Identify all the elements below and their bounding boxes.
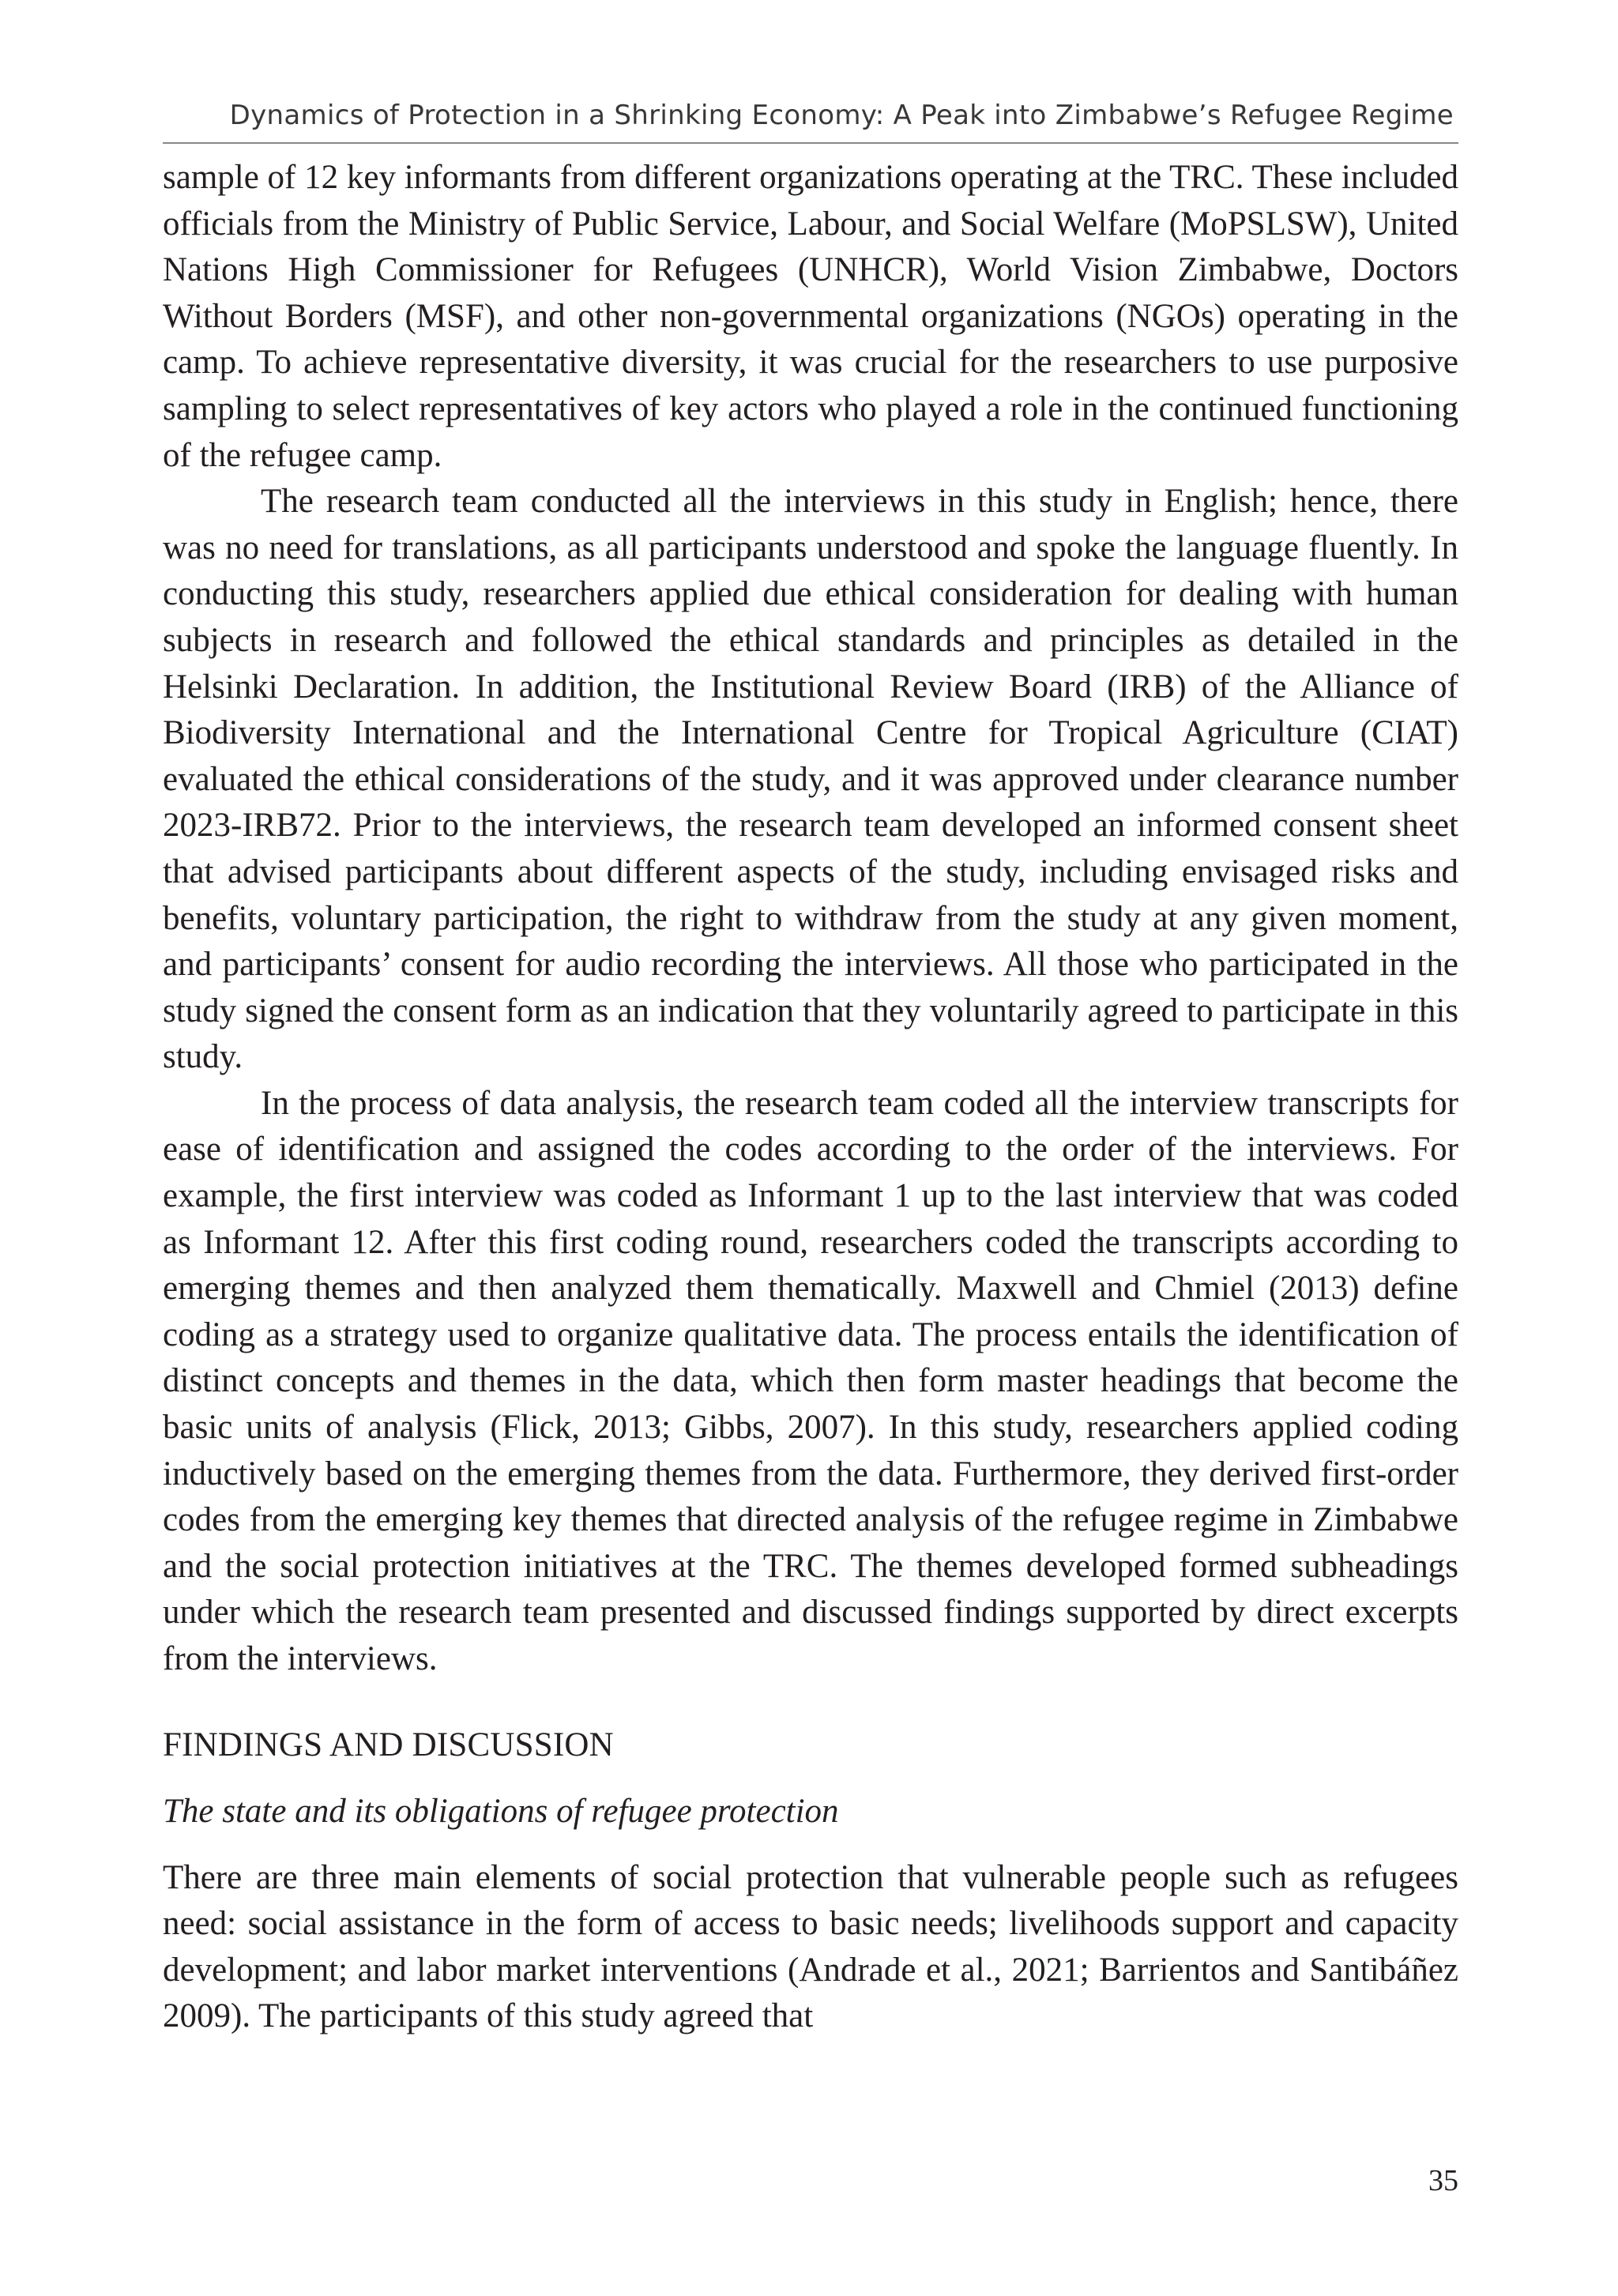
body-text: [163, 155, 1458, 2040]
running-header: Dynamics of Protection in a Shrinking Economy: A Peak into Zimbabwe’s Refugee Regime: [229, 100, 1454, 131]
paragraph-data-analysis: In the process of data analysis, the research team coded all the interview transcripts for ease of identification and assigned the codes according to the order of the interviews. For example, the first interview was coded as Informant 1 up to the last interview that was coded as Informant 12. After this first coding round, researchers coded the transcripts according to emerging themes and then analyzed them thematically. Maxwell and Chmiel (2013) define coding as a strategy used to organize qualitative data. The process entails the identification of distinct concepts and themes in the data, which then form master headings that become the basic units of analysis (Flick, 2013; Gibbs, 2007). In this study, researchers applied coding inductively based on the emerging themes from the data. Furthermore, they derived first-order codes from the emerging key themes that directed analysis of the refugee regime in Zimbabwe and the social protection initiatives at the TRC. The themes developed formed subheadings under which the research team presented and discussed findings supported by direct excerpts from the interviews.: [163, 1084, 1458, 1677]
paragraph-ethics: The research team conducted all the interviews in this study in English; hence, there was no need for translations, as all participants understood and spoke the language fluently. In conducting this study, researchers applied due ethical consideration for dealing with human subjects in research and followed the ethical standards and principles as detailed in the Helsinki Declaration. In addition, the Institutional Review Board (IRB) of the Alliance of Biodiversity International and the International Centre for Tropical Agriculture (CIAT) evaluated the ethical considerations of the study, and it was approved under clearance number 2023-IRB72. Prior to the interviews, the research team developed an informed consent sheet that advised participants about different aspects of the study, including envisaged risks and benefits, voluntary participation, the right to withdraw from the study at any given moment, and participants’ consent for audio recording the interviews. All those who participated in the study signed the consent form as an indication that they voluntarily agreed to participate in this study.: [163, 483, 1458, 1076]
header-divider: [163, 142, 1458, 144]
section-heading: FINDINGS AND DISCUSSION: [163, 1726, 614, 1763]
paragraph-sampling: sample of 12 key informants from different organizations operating at the TRC. These included officials from the Ministry of Public Service, Labour, and Social Welfare (MoPSLSW), United Nations High Commissioner for Refugees (UNHCR), World Vision Zimbabwe, Doctors Without Borders (MSF), and other non-governmental organizations (NGOs) operating in the camp. To achieve representative diversity, it was crucial for the researchers to use purposive sampling to select representatives of key actors who played a role in the continued functioning of the refugee camp.: [163, 159, 1458, 474]
subsection-heading: The state and its obligations of refugee protection: [163, 1792, 839, 1830]
paragraph-social-protection: There are three main elements of social protection that vulnerable people such as refugees need: social assistance in the form of access to basic needs; livelihoods support and capacity development; and labor market interventions (Andrade et al., 2021; Barrientos and Santibáñez 2009). The participants of this study agreed that: [163, 1858, 1458, 2035]
page-number: 35: [1428, 2164, 1458, 2197]
